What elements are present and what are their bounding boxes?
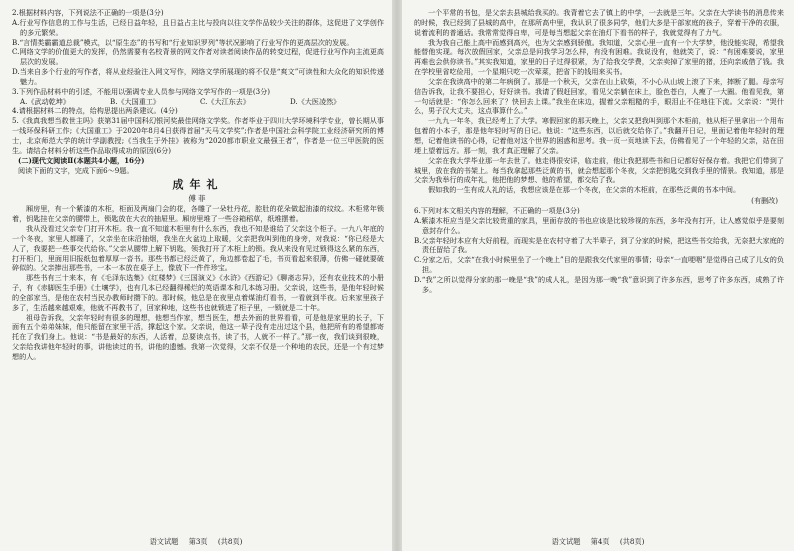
question-2-option-b: B.“言情类霸霸道总裁”模式，以“原生态”的书写和“行业知识罗列”等状况影响了行业写作的更高层次的发展。	[12, 37, 354, 47]
question-2-option-c: C.网络文学的价值更大的发挥，仍然需要有名校背景的网文作者对读者阅读作品的转变过程，促进行业写作向主流更高层次的发展。	[12, 47, 384, 67]
question-3-option-c: C.《大江东去》	[200, 96, 250, 106]
question-3-option-d: D.《大医凌然》	[290, 96, 341, 106]
page-3-column	[12, 8, 384, 362]
article-paragraph: 一个平常的书包，是父亲去县城给我买的。我背着它去了镇上的中学，一去就是三年。父亲在大学读书的消息传来的时候，我已经到了县城的高中，在那所高中里，我认识了很多同学，他们大多是干部家庭的孩子，穿着干净的衣服，说着流利的普通话。我常常觉得自卑，可是每当想起父亲在油灯下看书的样子，我就觉得有了力气。	[414, 8, 784, 37]
article-paragraph: 我从没看过父亲专门打开木柜。我一直不知道木柜里有什么东西，我也不知是谁给了父亲这个柜子。一九八年底的一个冬夜，家里人都睡了，父亲坐在床沿抽烟，我坐在火盆边上取暖，父亲把我叫到他的身旁，对我说：“你已经是大人了，我要把一些事交代给你。”父亲从腰带上解下钥匙，领我打开了木柜上的锁。我从来没有见过锁得这么紧的东西，打开柜门，里面用旧报纸包着厚厚一沓书。那些书都已经泛黄了，角边都卷起了毛，书页看起来很薄，仿佛一碰就要破碎似的。父亲捧出那些书，一本一本放在桌子上，像放下一件件珍宝。	[12, 224, 384, 273]
question-4: 4.请根据材料二的特点，给构思提出两条建议。(4分)	[12, 106, 178, 116]
question-5: 5.《我真我想当救世主吗》获第31届中国科幻银河奖最佳网络文学奖。作者毕业于四川大学环境科学专业，曾长期从事一线环保科研工作;《大国重工》于2020年8月4日获得首届“天马文学奖”;作者是中国社会科学院工业经济研究所的博士，北京师范大学的统计学副教授;《当我生于外挂》被称为“2020都市职业文最强王者”，作者是一位三甲医院的医生。请结合材料分析这些作品取得成功的原因(6分)	[12, 116, 384, 155]
article-paragraph: 那些书有三十来本，有《毛泽东选集》《红楼梦》《三国演义》《水浒》《西游记》《聊斋志异》，还有农业技术的小册子，有《赤脚医生手册》《土壤学》，也有几本已经翻得稀烂的英语课本和几本练习册。父亲说，这些书，是他年轻时候的全部家当，是他在农村当民办教师时攒下的。那时候，他总是在夜里点着煤油灯看书，一看就到半夜。后来家里孩子多了，生活越来越艰难，他就不再教书了，回家种地，这些书也就锁进了柜子里，一锁就是二十年。	[12, 273, 384, 312]
article-source-note: (有删改)	[751, 196, 778, 206]
article-paragraph: 我为我自己能上高中而感到高兴，也为父亲感到骄傲。我知道，父亲心里一直有一个大学梦，他没能实现，希望我能替他实现。每次放假回家，父亲总是问我学习怎么样，有没有困难。我说没有，他就笑了，说：“有困难要说，家里再难也会供你读书。”其实我知道，家里的日子过得很紧，为了给我交学费，父亲卖掉了家里的猪，还向亲戚借了钱。我在学校里省吃俭用，一个星期只吃一次荤菜，把省下的钱用来买书。	[414, 37, 784, 77]
page-3	[0, 0, 392, 551]
article-paragraph: 父亲在我读高中的第二年病倒了。那是一个秋天，父亲在山上砍柴，不小心从山坡上滚了下来，摔断了腿。母亲写信告诉我，让我不要担心，好好读书。我请了假赶回家，看见父亲躺在床上，脸色苍白，人瘦了一大圈。他看见我，第一句话就是：“你怎么回来了？快回去上课。”我坐在床边，握着父亲粗糙的手，眼泪止不住地往下流。父亲说：“哭什么，男子汉大丈夫，这点事算什么。”	[414, 76, 784, 116]
article-paragraph: 父亲在我大学毕业那一年去世了。他走得很安详，临走前，他让我把那些书和日记都好好保存着。我把它们带到了城里，放在我的书架上。每当我拿起那些泛黄的书，就会想起那个冬夜，父亲把钥匙交到我手里的情景。我知道，那是父亲为我举行的成年礼，他把他的梦想、他的希望，都交给了我。	[414, 155, 784, 185]
page-3-footer	[0, 537, 392, 547]
question-3-option-b: B.《大国重工》	[110, 96, 161, 106]
footer-page-number: 第3页	[188, 537, 208, 546]
page-gutter	[392, 0, 402, 551]
page-4-footer	[402, 537, 794, 547]
article-paragraph: 祖母告诉我，父亲年轻时有很多的理想，他想当作家，想当医生，想去外面的世界看看，可是他是家里的长子，下面有五个弟弟妹妹，他只能留在家里干活，撑起这个家。父亲说，他这一辈子没有走出过这个县，他把所有的希望都寄托在了我们身上。他说：“书是最好的东西，人活着，总要读点书，读了书，人就不一样了。”那一夜，我们谈到很晚，父亲给我讲他年轻时的事，讲他读过的书，讲他的遗憾。我第一次觉得，父亲不仅是一个种地的农民，还是一个有过梦想的人。	[12, 312, 384, 361]
question-2-option-d: D.当来自多个行业的写作者，将从业经验注入网文写作，网络文学所展现的将不仅是“爽文”可读性和大众化的知识传递魅力。	[12, 67, 384, 86]
question-6-option-c: C.分家之后，父亲“在我小时候里坐了一个晚上”目的是跟我交代家里的事情；母亲“一直哽咽”是觉得自己成了儿女的负担。	[414, 255, 784, 275]
article-paragraph: 厢房里，有一个紫漆的木柜，柜面及两扇门会的花，各雕了一朵牡丹花，腔肚的花朵做起油漆的纹纹。木柜常年锁着，钥匙挂在父亲的腰带上，锁匙放在大衣的抽屉里。厢房里堆了一些谷箱稻草，纸堆摆着。	[12, 204, 384, 224]
page-4-column	[414, 8, 784, 295]
question-2-option-a: A.行业写作信息的工作与生活，已经日益年轻，且日益占主比与投向以往文学作品较少关注的群体，这促进了文学创作的多元繁荣。	[12, 17, 384, 37]
question-3-stem: 3.下列作品材料中的引述，不能用以强调专业人员参与网络文学写作的一项是(3分)	[12, 86, 271, 96]
footer-total-pages: (共8页)	[217, 537, 243, 546]
question-6-option-a: A.紫漆木柜应当是父亲比较贵重的家具，里面存放的书也应该是比较珍视的东西，多年没有打开，让人感觉似乎是要刻意封存什么。	[414, 215, 784, 235]
reading-instruction: 阅读下面的文字，完成下面6～9题。	[18, 165, 134, 175]
footer-subject: 语文试题	[551, 537, 581, 546]
article-title: 成年礼	[172, 178, 224, 192]
question-3-options	[12, 97, 384, 107]
footer-subject: 语文试题	[149, 537, 179, 546]
article-author: 傅菲	[188, 194, 208, 204]
section-heading: (二)现代文阅读Ⅱ(本题共4小题，16分)	[18, 155, 145, 165]
page-4	[402, 0, 794, 551]
footer-total-pages: (共8页)	[619, 537, 645, 546]
article-paragraph: 一九九一年冬，我已经考上了大学。寒假回家的那天晚上，父亲又把我叫到那个木柜前，他从柜子里拿出一个用布包着的小本子，那是他年轻时写的日记。他说：“这些东西，以后就交给你了。”我翻开日记，里面记着他年轻时的理想，记着他读书的心得，记着他对这个世界的困惑和思考。我一页一页地读下去，仿佛看见了一个年轻的父亲，站在田埂上望着远方。那一刻，我才真正理解了父亲。	[414, 116, 784, 155]
question-6-option-d: D.“我”之所以觉得分家的那一晚是“我”的成人礼，是因为那一晚“我”意识到了许多东西，思考了许多东西，成熟了许多。	[414, 274, 784, 294]
article-paragraph: 假如我的一生有成人礼的话，我想应该是在那一个冬夜，在父亲的木柜前，在那些泛黄的书本中间。	[428, 185, 741, 195]
footer-page-number: 第4页	[590, 537, 610, 546]
question-6-stem: 6.下列对本文相关内容的理解，不正确的一项是(3分)	[414, 206, 580, 216]
question-3-option-a: A.《武动乾坤》	[20, 96, 70, 106]
question-6-option-b: B.父亲年轻时本应有大好前程，而现实是在农村守着了大半辈子，到了分家的时候，把这些书交给我，无奈把大家庭的责任留给了我。	[414, 235, 784, 255]
question-2-stem: 2.根据材料内容，下列说法不正确的一项是(3分)	[12, 8, 164, 17]
